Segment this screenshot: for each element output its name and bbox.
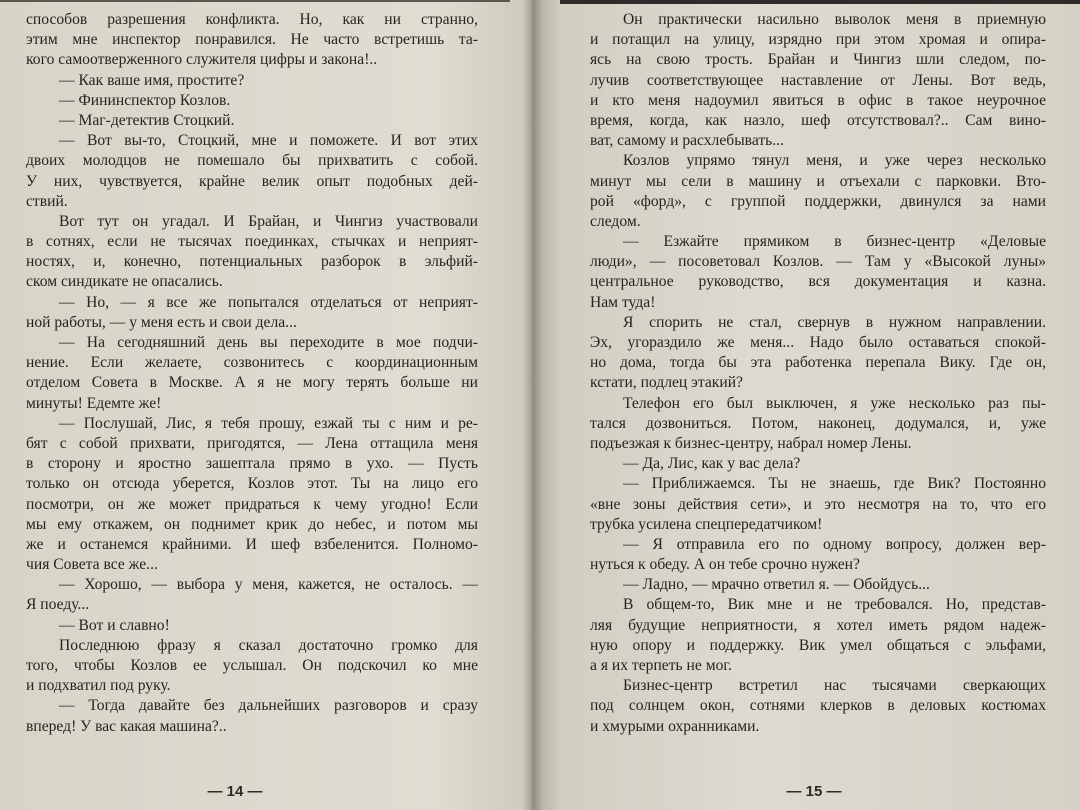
text-line: Он практически насильно выволок меня в приемную <box>623 11 1046 28</box>
text-line: — Приближаемся. Ты не знаешь, где Вик? Постоянно <box>623 475 1046 493</box>
text-line: двоих молодцов не помешало бы прихватить с собой. <box>26 152 478 170</box>
text-line: и потащил на улицу, изрядно при этом хромая и опира- <box>590 31 1046 49</box>
text-line: бят с собой прихвати, пригодятся, — Лена оттащила меня <box>26 434 478 452</box>
text-line: нение. Если желаете, созвонитесь с координационным <box>26 354 478 372</box>
text-line: а я их терпеть не мог. <box>590 657 732 674</box>
text-line: «вне зоны действия сети», и это несмотря на то, что его <box>590 495 1046 513</box>
text-line: следом. <box>590 212 641 230</box>
text-line: и подхватил под руку. <box>26 677 171 695</box>
text-line: — Хорошо, — выбора у меня, кажется, не осталось. — <box>59 576 478 594</box>
text-line: посмотри, он же может придраться к чему угодно! Если <box>26 495 478 513</box>
text-line: трубка усилена спецпередатчиком! <box>590 515 823 533</box>
text-line: Я спорить не стал, свернув в нужном направлении. <box>623 313 1046 331</box>
text-line: люди», — посоветовал Козлов. — Там у «Высокой луны» <box>590 253 1046 271</box>
text-line: этим мне инспектор понравился. Не часто встретишь та- <box>26 31 478 49</box>
text-line: ском синдикате не опасались. <box>26 273 223 291</box>
text-line: и хмурыми охранниками. <box>590 717 760 735</box>
text-line: но дома, тогда бы эта работенка перепала Вику. Где он, <box>590 354 1046 372</box>
text-line: нуться к обеду. А он тебе срочно нужен? <box>590 556 860 574</box>
text-line: Нам туда! <box>590 293 656 311</box>
text-line: ностях, и, конечно, потенциальных разборок в эльфий- <box>26 253 478 271</box>
text-line: кого самоотверженного служителя цифры и закона!.. <box>26 51 378 69</box>
text-line: — Вот и славно! <box>59 616 170 634</box>
text-line: Телефон его был выключен, я уже несколько раз пы- <box>623 394 1046 412</box>
text-line: чия Совета все же... <box>26 556 158 574</box>
right-page-text <box>590 10 1046 737</box>
text-line: — Езжайте прямиком в бизнес-центр «Деловые <box>623 233 1046 251</box>
right-page-number: — 15 — <box>786 783 842 800</box>
text-line: Эх, угораздило же меня... Надо было оставаться спокой- <box>590 334 1046 351</box>
text-line: и кто меня надоумил явиться в офис в такое неурочное <box>590 91 1046 109</box>
text-line: — Как ваше имя, простите? <box>59 71 245 89</box>
text-line: ную опору и поддержку. Вик умел общаться с эльфами, <box>590 636 1046 654</box>
text-line: ват, самому и расхлебывать... <box>590 132 784 150</box>
text-line: Бизнес-центр встретил нас тысячами сверкающих <box>623 677 1046 695</box>
text-line: же и останемся крайними. И шеф взбеленится. Полномо- <box>26 535 478 553</box>
text-line: Последнюю фразу я сказал достаточно громко для <box>59 636 478 654</box>
text-line: лучив соответствующее наставление от Лены. Вот ведь, <box>590 71 1046 89</box>
text-line: Вот тут он угадал. И Брайан, и Чингиз участвовали <box>59 212 478 230</box>
text-line: Я поеду... <box>26 596 90 614</box>
text-line: — Но, — я все же попытался отделаться от неприят- <box>59 293 478 311</box>
text-line: ствий. <box>26 192 68 210</box>
text-line: рой «форд», с группой поддержки, двинулся за нами <box>590 192 1046 210</box>
text-line: Козлов упрямо тянул меня, и уже через несколько <box>623 152 1046 170</box>
text-line: У них, чувствуется, крайне велик опыт подобных дей- <box>26 172 478 190</box>
text-line: минуты! Едемте же! <box>26 394 162 412</box>
text-line: того, чтобы Козлов ее услышал. Он подскочил ко мне <box>26 657 478 674</box>
text-line: — Ладно, — мрачно ответил я. — Обойдусь... <box>623 576 930 594</box>
text-line: вперед! У вас какая машина?.. <box>26 717 227 735</box>
left-page <box>0 0 530 810</box>
text-line: центральное руководство, вся документация и казна. <box>590 273 1046 291</box>
text-line: — На сегодняшний день вы переходите в мое подчи- <box>59 334 478 351</box>
text-line: ясь на свою трость. Брайан и Чингиз шли следом, по- <box>590 51 1046 69</box>
text-line: под солнцем окон, сотнями клерков в деловых костюмах <box>590 697 1046 715</box>
text-line: кстати, подлец этакий? <box>590 374 743 392</box>
text-line: — Послушай, Лис, я тебя прошу, езжай ты с ним и ре- <box>59 414 478 432</box>
text-line: — Маг-детектив Стоцкий. <box>59 111 235 129</box>
left-page-number: — 14 — <box>207 783 263 800</box>
text-line: только он отсюда уберется, Козлов этот. Ты на лицо его <box>26 475 478 493</box>
text-line: способов разрешения конфликта. Но, как ни странно, <box>26 11 478 28</box>
text-line: в сторону и яростно зашептала прямо в ухо. — Пусть <box>26 455 478 473</box>
left-page-text <box>26 10 478 737</box>
text-line: ляя будущие неприятности, я хотел иметь рядом надеж- <box>590 616 1046 634</box>
text-line: В общем-то, Вик мне и не требовался. Но, представ- <box>623 596 1046 614</box>
text-line: — Фининспектор Козлов. <box>59 91 231 109</box>
text-line: минут мы сели в машину и отъехали с парковки. Вто- <box>590 172 1046 190</box>
text-line: время, когда, как назло, шеф отсутствовал?.. Сам вино- <box>590 111 1046 129</box>
text-line: мы ему откажем, он поднимет крик до небес, и потом мы <box>26 515 478 533</box>
text-line: — Я отправила его по одному вопросу, должен вер- <box>623 535 1046 553</box>
text-line: — Тогда давайте без дальнейших разговоров и сразу <box>59 697 478 715</box>
text-line: тался дозвониться. Потом, наконец, додумался, и, уже <box>590 414 1046 432</box>
right-page <box>538 0 1080 810</box>
text-line: отделом Совета в Москве. А я не могу терять больше ни <box>26 374 478 392</box>
text-line: в сотнях, если не тысячах поединках, стычках и неприят- <box>26 233 478 251</box>
text-line: — Вот вы-то, Стоцкий, мне и поможете. И вот этих <box>59 132 478 150</box>
text-line: — Да, Лис, как у вас дела? <box>623 455 801 473</box>
text-line: подъезжая к бизнес-центру, набрал номер Лены. <box>590 434 912 452</box>
text-line: ной работы, — у меня есть и свои дела... <box>26 313 297 331</box>
